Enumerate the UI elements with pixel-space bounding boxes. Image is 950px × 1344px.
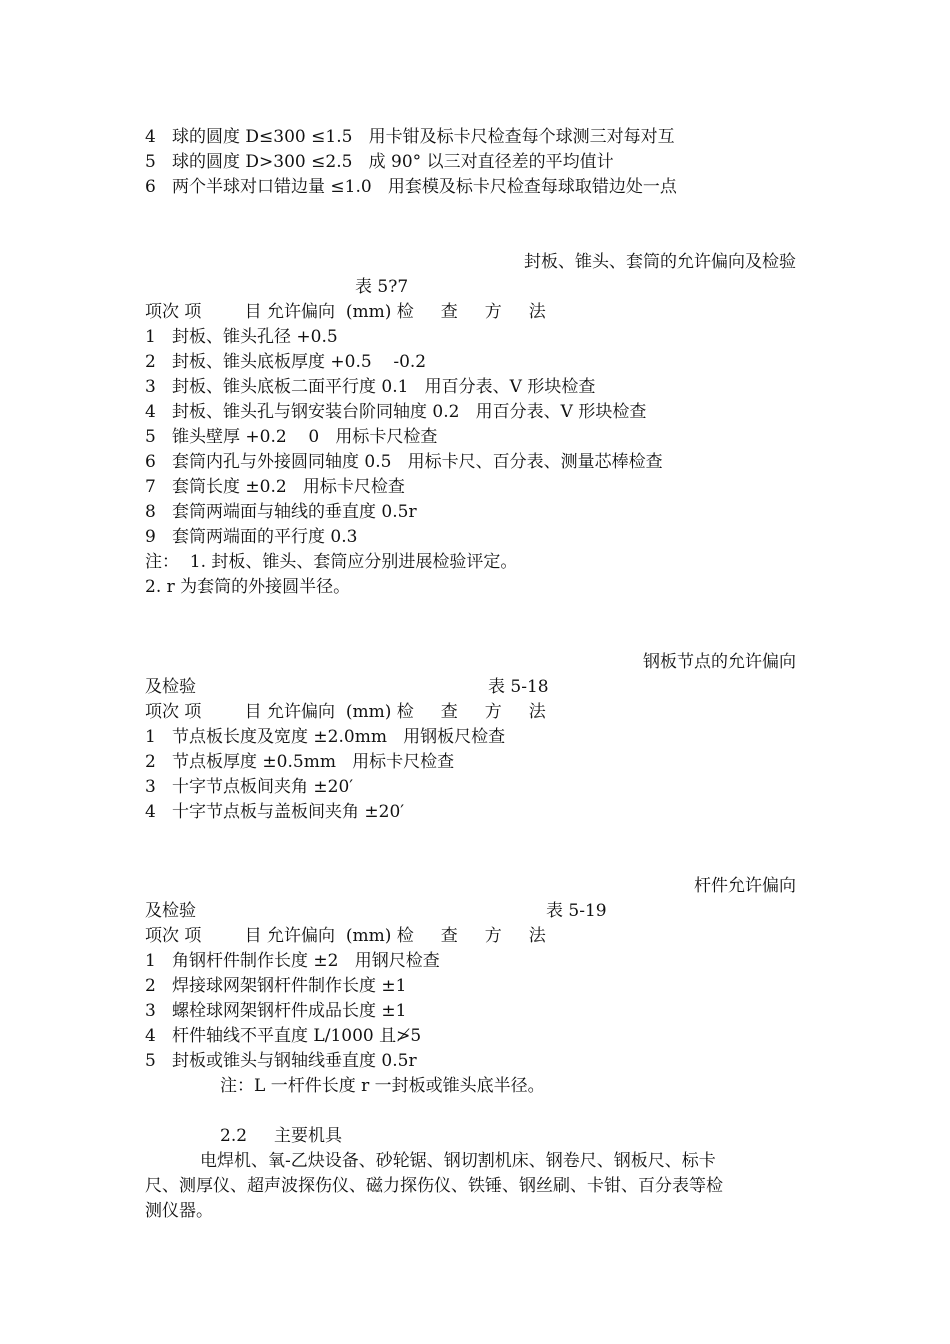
table-number: 表 5-19 xyxy=(546,901,607,921)
table-row: 4 杆件轴线不平直度 L/1000 且≯5 xyxy=(145,1026,422,1046)
table-title-continued: 及检验 xyxy=(145,901,196,921)
table-row: 8 套筒两端面与轴线的垂直度 0.5r xyxy=(145,502,417,522)
table-row: 4 十字节点板与盖板间夹角 ±20′ xyxy=(145,802,405,822)
table-header: 项次 项 目 允许偏向 (mm) 检 查 方 法 xyxy=(145,926,546,946)
table-note: 2. r 为套筒的外接圆半径。 xyxy=(145,577,351,597)
table-row: 1 封板、锥头孔径 +0.5 xyxy=(145,327,338,347)
section-heading: 2.2 主要机具 xyxy=(220,1126,343,1146)
table-title: 封板、锥头、套筒的允许偏向及检验 xyxy=(524,252,796,272)
table-title: 钢板节点的允许偏向 xyxy=(643,652,796,672)
table-number: 表 5?7 xyxy=(355,277,409,297)
table-row: 2 节点板厚度 ±0.5mm 用标卡尺检查 xyxy=(145,752,455,772)
table-row: 2 焊接球网架钢杆件制作长度 ±1 xyxy=(145,976,407,996)
text-row: 6 两个半球对口错边量 ≤1.0 用套模及标卡尺检查每球取错边处一点 xyxy=(145,177,677,197)
text-row: 5 球的圆度 D>300 ≤2.5 成 90° 以三对直径差的平均值计 xyxy=(145,152,614,172)
table-row: 3 十字节点板间夹角 ±20′ xyxy=(145,777,354,797)
table-header: 项次 项 目 允许偏向 (mm) 检 查 方 法 xyxy=(145,702,546,722)
paragraph-line: 尺、测厚仪、超声波探伤仪、磁力探伤仪、铁锤、钢丝刷、卡钳、百分表等检 xyxy=(145,1176,723,1196)
paragraph-line: 电焊机、氧-乙炔设备、砂轮锯、钢切割机床、钢卷尺、钢板尺、标卡 xyxy=(200,1151,716,1171)
text-row: 4 球的圆度 D≤300 ≤1.5 用卡钳及标卡尺检查每个球测三对每对互 xyxy=(145,127,675,147)
table-header: 项次 项 目 允许偏向 (mm) 检 查 方 法 xyxy=(145,302,546,322)
table-title: 杆件允许偏向 xyxy=(694,876,796,896)
table-note: 注：L 一杆件长度 r 一封板或锥头底半径。 xyxy=(220,1076,545,1096)
table-row: 3 封板、锥头底板二面平行度 0.1 用百分表、V 形块检查 xyxy=(145,377,596,397)
table-row: 7 套筒长度 ±0.2 用标卡尺检查 xyxy=(145,477,405,497)
table-title-continued: 及检验 xyxy=(145,677,196,697)
paragraph-line: 测仪器。 xyxy=(145,1201,213,1221)
table-row: 2 封板、锥头底板厚度 +0.5 -0.2 xyxy=(145,352,427,372)
table-row: 4 封板、锥头孔与钢安装台阶同轴度 0.2 用百分表、V 形块检查 xyxy=(145,402,647,422)
table-row: 6 套筒内孔与外接圆同轴度 0.5 用标卡尺、百分表、测量芯棒检查 xyxy=(145,452,663,472)
table-row: 9 套筒两端面的平行度 0.3 xyxy=(145,527,358,547)
table-row: 5 锥头壁厚 +0.2 0 用标卡尺检查 xyxy=(145,427,438,447)
table-number: 表 5-18 xyxy=(488,677,549,697)
table-row: 3 螺栓球网架钢杆件成品长度 ±1 xyxy=(145,1001,407,1021)
table-row: 5 封板或锥头与钢轴线垂直度 0.5r xyxy=(145,1051,417,1071)
table-row: 1 节点板长度及宽度 ±2.0mm 用钢板尺检查 xyxy=(145,727,506,747)
table-note: 注： 1. 封板、锥头、套筒应分别进展检验评定。 xyxy=(145,552,518,572)
table-row: 1 角钢杆件制作长度 ±2 用钢尺检查 xyxy=(145,951,440,971)
